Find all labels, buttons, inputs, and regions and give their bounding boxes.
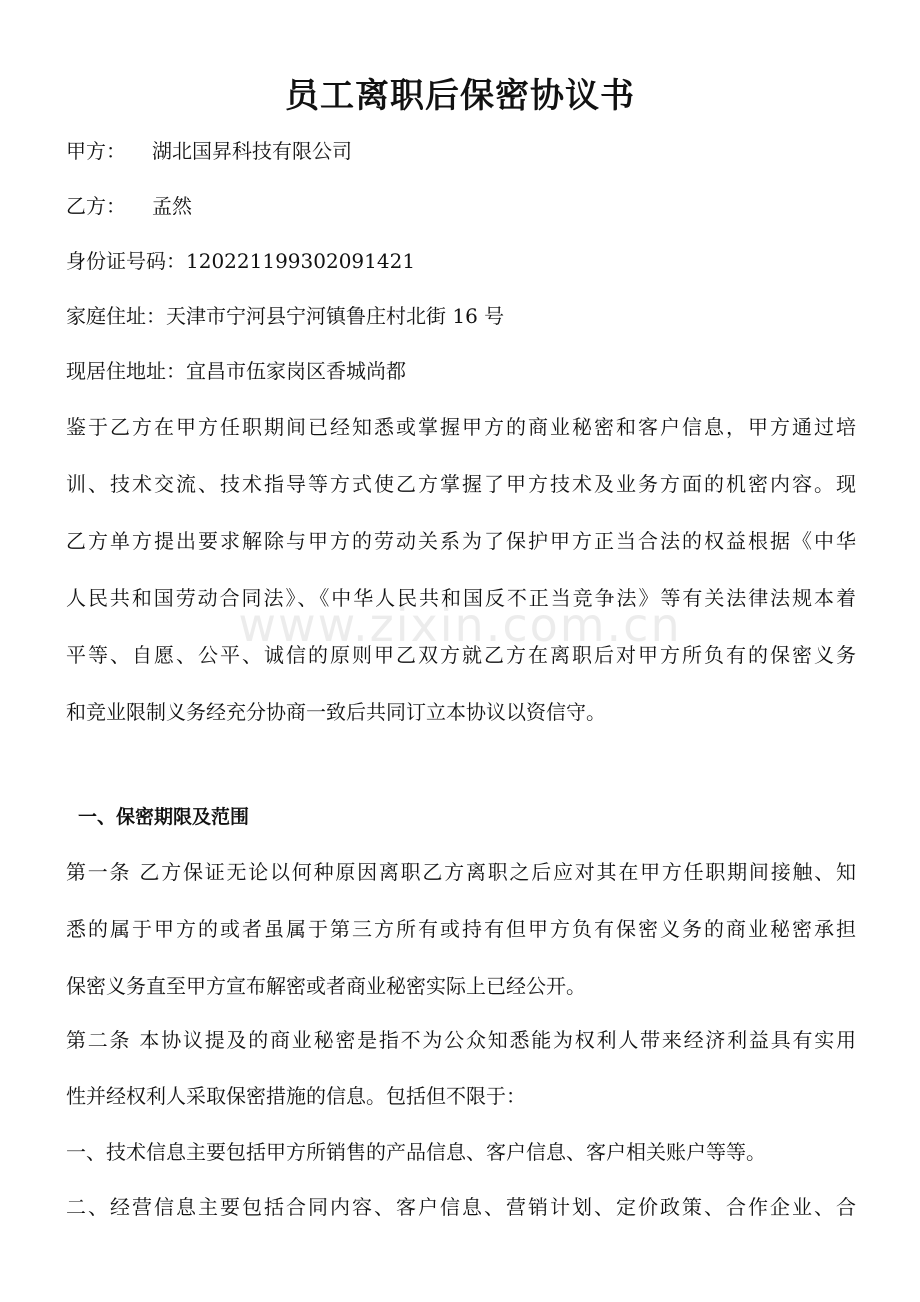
document-title: 员工离职后保密协议书 (285, 76, 635, 116)
section-heading: 一、保密期限及范围 (78, 806, 250, 828)
article-2-line: 性并经权利人采取保密措施的信息。包括但不限于： (66, 1084, 526, 1108)
party-b-line (66, 192, 866, 220)
current-address-value: 宜昌市伍家岗区香城尚都 (186, 359, 406, 383)
article-1-line: 第一条 乙方保证无论以何种原因离职乙方离职之后应对其在甲方任职期间接触、知 (66, 860, 856, 884)
party-b-value: 孟然 (152, 194, 192, 218)
id-number-label: 身份证号码： (66, 249, 186, 273)
article-1-line: 保密义务直至甲方宣布解密或者商业秘密实际上已经公开。 (66, 974, 586, 998)
party-a-value: 湖北国昇科技有限公司 (152, 139, 352, 163)
preamble-line: 鉴于乙方在甲方任职期间已经知悉或掌握甲方的商业秘密和客户信息，甲方通过培 (66, 415, 856, 439)
article-1-line: 悉的属于甲方的或者虽属于第三方所有或持有但甲方负有保密义务的商业秘密承担 (66, 917, 856, 941)
home-address-label: 家庭住址： (66, 304, 166, 328)
party-a-line (66, 137, 866, 165)
current-address-line (66, 357, 866, 385)
home-address-line (66, 302, 866, 330)
party-b-label: 乙方： (66, 194, 126, 218)
preamble-line: 训、技术交流、技术指导等方式使乙方掌握了甲方技术及业务方面的机密内容。现 (66, 472, 856, 496)
party-a-label: 甲方： (66, 139, 126, 163)
current-address-label: 现居住地址： (66, 359, 186, 383)
article-2-line: 第二条 本协议提及的商业秘密是指不为公众知悉能为权利人带来经济利益具有实用 (66, 1028, 856, 1052)
list-item: 一、技术信息主要包括甲方所销售的产品信息、客户信息、客户相关账户等等。 (66, 1140, 766, 1164)
home-address-value: 天津市宁河县宁河镇鲁庄村北街 16 号 (166, 304, 505, 328)
id-number-value: 120221199302091421 (186, 249, 416, 273)
preamble-line: 平等、自愿、公平、诚信的原则甲乙双方就乙方在离职后对甲方所负有的保密义务 (66, 643, 856, 667)
list-item: 二、经营信息主要包括合同内容、客户信息、营销计划、定价政策、合作企业、合 (66, 1195, 856, 1219)
id-number-line (66, 247, 866, 275)
watermark: www.zixin.com.cn (238, 598, 682, 652)
preamble-line: 和竞业限制义务经充分协商一致后共同订立本协议以资信守。 (66, 700, 606, 724)
preamble-line: 人民共和国劳动合同法》、《中华人民共和国反不正当竞争法》等有关法律法规本着 (66, 586, 856, 610)
preamble-line: 乙方单方提出要求解除与甲方的劳动关系为了保护甲方正当合法的权益根据《中华 (66, 529, 856, 553)
